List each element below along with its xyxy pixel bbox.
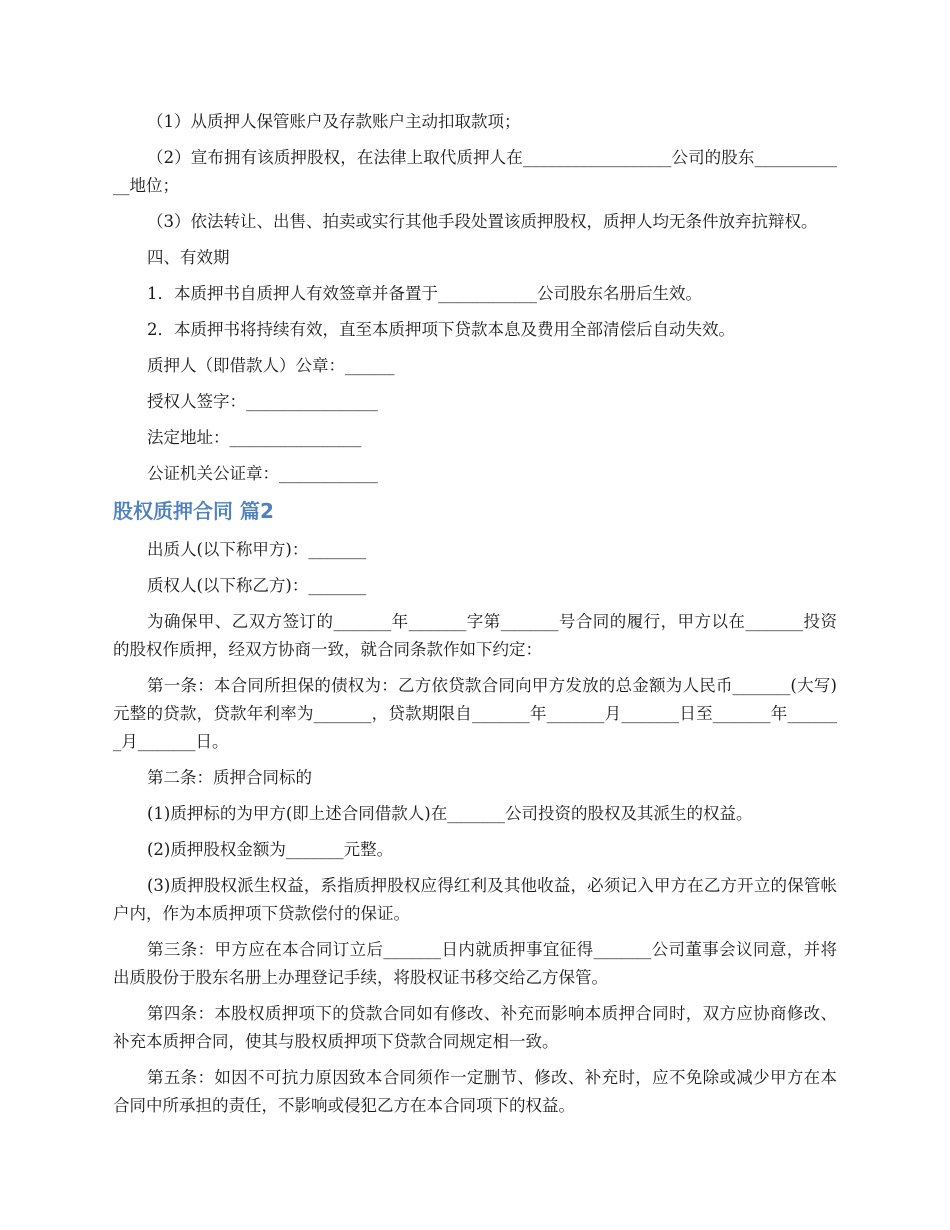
article-1: 第一条：本合同所担保的债权为：乙方依贷款合同向甲方发放的总金额为人民币_______(大写)元整的贷款，贷款年利率为_______，贷款期限自_______年_______月_______日至_______年_______月_______日。 bbox=[113, 676, 837, 751]
field-pledgee: 质权人(以下称乙方)：_______ bbox=[147, 576, 367, 595]
paragraph-clause-1: （1）从质押人保管账户及存款账户主动扣取款项； bbox=[147, 112, 521, 131]
paragraph-validity-2: 2．本质押书将持续有效，直至本质押项下贷款本息及费用全部清偿后自动失效。 bbox=[147, 320, 735, 339]
field-authorized-signature: 授权人签字：________________ bbox=[147, 392, 378, 411]
article-3: 第三条：甲方应在本合同订立后_______日内就质押事宜征得_______公司董事会议同意，并将出质股份于股东名册上办理登记手续，将股权证书移交给乙方保管。 bbox=[113, 940, 837, 987]
article-2-item-1: (1)质押标的为甲方(即上述合同借款人)在_______公司投资的股权及其派生的权益。 bbox=[147, 804, 753, 823]
section-title-validity: 四、有效期 bbox=[147, 248, 230, 267]
article-5: 第五条：如因不可抗力原因致本合同须作一定删节、修改、补充时，应不免除或减少甲方在本合同中所承担的责任，不影响或侵犯乙方在本合同项下的权益。 bbox=[113, 1068, 837, 1115]
paragraph-preamble: 为确保甲、乙双方签订的_______年_______字第_______号合同的履行，甲方以在_______投资的股权作质押，经双方协商一致，就合同条款作如下约定： bbox=[113, 612, 837, 659]
article-2-item-3: (3)质押股权派生权益，系指质押股权应得红利及其他收益，必须记入甲方在乙方开立的保管帐户内，作为本质押项下贷款偿付的保证。 bbox=[113, 876, 837, 923]
section-heading: 股权质押合同 篇2 bbox=[113, 499, 274, 523]
paragraph-clause-3: （3）依法转让、出售、拍卖或实行其他手段处置该质押股权，质押人均无条件放弃抗辩权。 bbox=[147, 212, 818, 231]
article-2-item-2: (2)质押股权金额为_______元整。 bbox=[147, 840, 394, 859]
field-legal-address: 法定地址：________________ bbox=[147, 428, 362, 447]
article-2-title: 第二条：质押合同标的 bbox=[147, 768, 312, 787]
field-notary-seal: 公证机关公证章：____________ bbox=[147, 464, 378, 483]
paragraph-validity-1: 1．本质押书自质押人有效签章并备置于____________公司股东名册后生效。 bbox=[147, 284, 702, 303]
field-pledgor-seal: 质押人（即借款人）公章：______ bbox=[147, 356, 395, 375]
article-4: 第四条：本股权质押项下的贷款合同如有修改、补充而影响本质押合同时，双方应协商修改、补充本质押合同，使其与股权质押项下贷款合同规定相一致。 bbox=[113, 1004, 837, 1051]
field-pledgor: 出质人(以下称甲方)：_______ bbox=[147, 540, 367, 559]
document-page bbox=[113, 108, 837, 1128]
paragraph-clause-2: （2）宣布拥有该质押股权，在法律上取代质押人在__________________公司的股东____________地位； bbox=[113, 148, 837, 195]
